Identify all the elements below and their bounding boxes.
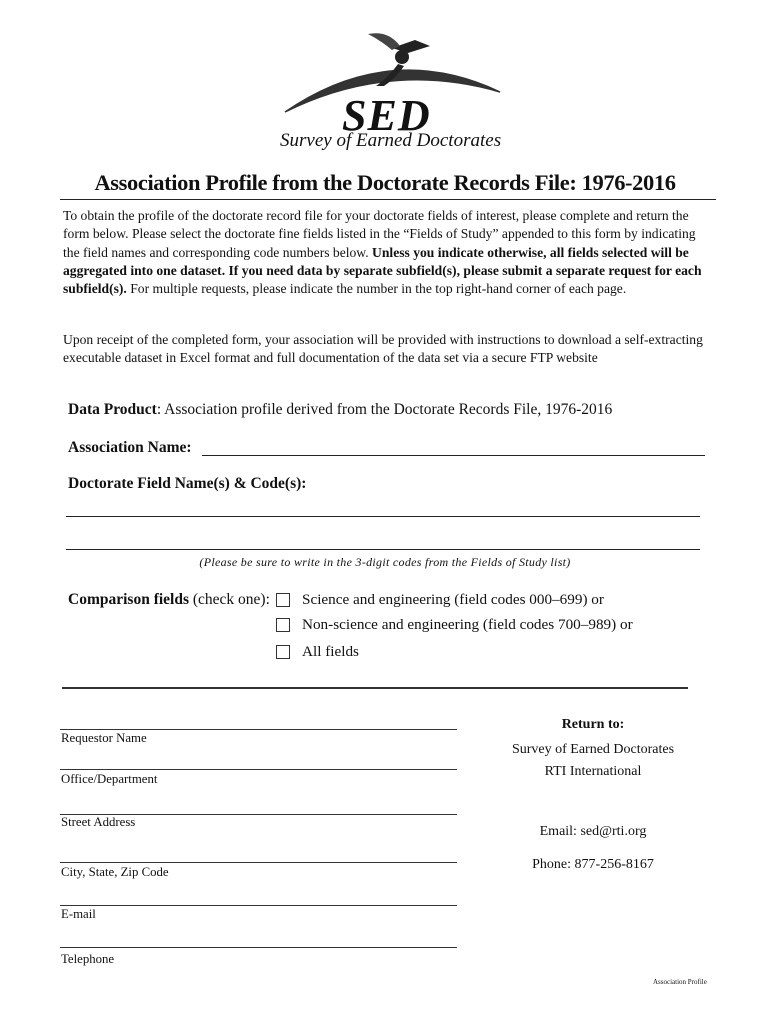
return-to-title: Return to: <box>561 717 625 732</box>
option-label: Science and engineering (field codes 000–699) or <box>302 591 604 608</box>
requestor-name-field[interactable] <box>60 729 457 730</box>
return-email[interactable]: Email: sed@rti.org <box>539 824 647 839</box>
data-product-value: : Association profile derived from the Doctorate Records File, 1976-2016 <box>156 401 613 418</box>
email-label: E-mail <box>61 907 96 921</box>
data-product-label: Data Product <box>68 401 157 418</box>
intro-text: To obtain the profile of the doctorate record file for your doctorate fields of interest, please complete and return the form below. Please select the doctorate fine fields listed in the “Fields of Study” appended to this form by indicating the field names and corresponding code numbers below. <box>63 208 696 260</box>
street-address-label: Street Address <box>61 815 136 829</box>
checkbox-icon[interactable] <box>276 618 290 632</box>
data-product <box>68 401 612 419</box>
requestor-name-label: Requestor Name <box>61 731 147 745</box>
intro-bold-text: Unless you indicate otherwise, all fields selected will be aggregated into one dataset. If you need data by separate subfield(s), please submit a separate request for each subfield(s). <box>63 244 702 297</box>
doctorate-fields-line-1[interactable] <box>66 516 700 517</box>
doctorate-fields-line-2[interactable] <box>66 549 700 550</box>
comparison-label <box>68 591 270 609</box>
receipt-paragraph: Upon receipt of the completed form, your association will be provided with instructions to download a self-extracting executable dataset in Excel format and full documentation of the data set via a secure FTP website <box>63 332 703 366</box>
divider <box>60 199 716 200</box>
sed-logo <box>280 20 520 160</box>
telephone-label: Telephone <box>61 952 115 966</box>
office-department-field[interactable] <box>60 769 457 770</box>
logo-subtitle: Survey of Earned Doctorates <box>280 130 502 151</box>
return-org: Survey of Earned Doctorates <box>511 742 675 757</box>
intro-text-end: For multiple requests, please indicate the number in the top right-hand corner of each page. <box>126 281 627 297</box>
checkbox-icon[interactable] <box>276 593 290 607</box>
option-label: Non-science and engineering (field codes 700–989) or <box>302 616 633 633</box>
email-field[interactable] <box>60 905 457 906</box>
codes-note: (Please be sure to write in the 3-digit codes from the Fields of Study list) <box>199 555 571 569</box>
logo-acronym: SED <box>342 91 431 140</box>
comparison-label-bold: Comparison fields <box>68 591 189 608</box>
telephone-field[interactable] <box>60 947 457 948</box>
intro-paragraph <box>63 207 703 298</box>
comparison-hint: (check one): <box>189 591 270 608</box>
city-state-zip-label: City, State, Zip Code <box>61 865 169 879</box>
comparison-option-all[interactable] <box>276 643 359 661</box>
option-label: All fields <box>302 643 359 660</box>
comparison-option-non-se[interactable] <box>276 616 633 634</box>
return-company: RTI International <box>544 764 642 779</box>
association-name-field[interactable] <box>202 455 705 456</box>
doctorate-fields-label: Doctorate Field Name(s) & Code(s): <box>68 475 307 492</box>
city-state-zip-field[interactable] <box>60 862 457 863</box>
divider <box>62 687 688 689</box>
office-department-label: Office/Department <box>61 772 158 786</box>
footer-label: Association Profile <box>653 978 707 986</box>
checkbox-icon[interactable] <box>276 645 290 659</box>
page-title: Association Profile from the Doctorate Records File: 1976-2016 <box>94 170 676 195</box>
association-name-label: Association Name: <box>68 439 192 456</box>
return-phone: Phone: 877-256-8167 <box>532 857 654 872</box>
comparison-option-se[interactable] <box>276 591 604 609</box>
